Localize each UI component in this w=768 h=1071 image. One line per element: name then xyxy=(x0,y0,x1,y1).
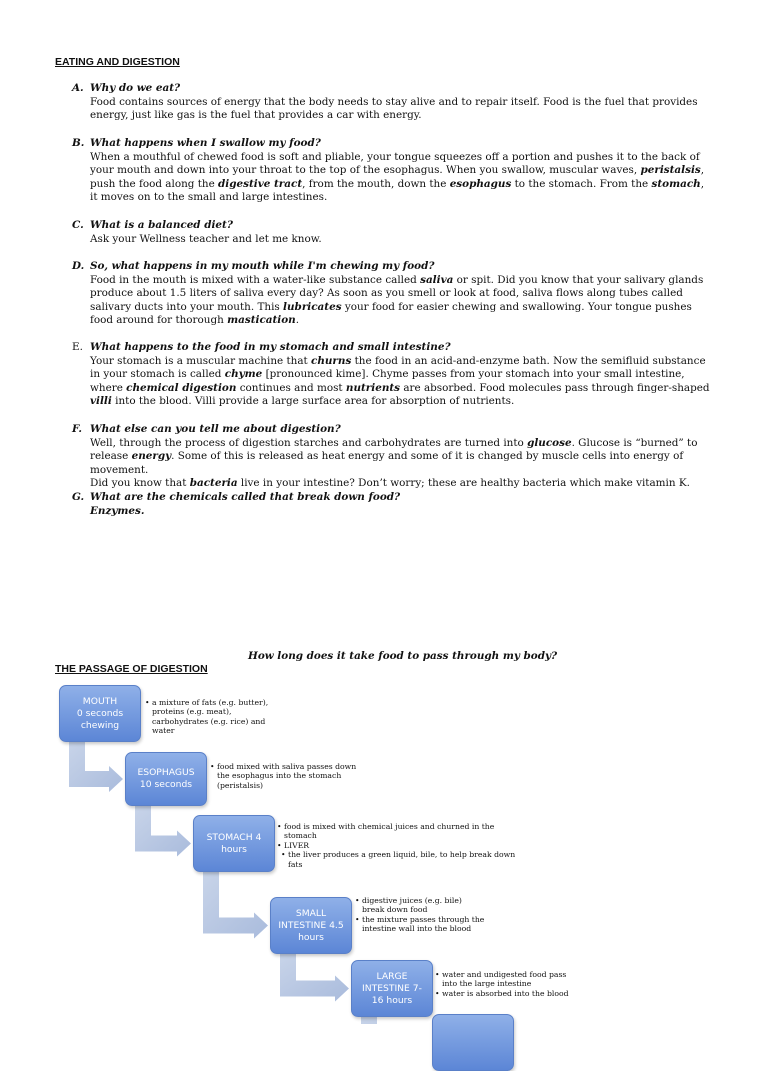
key-term: glucose xyxy=(527,436,572,449)
answer-text: , from the mouth, down the xyxy=(302,177,450,190)
answer-text: Did you know that xyxy=(90,477,190,490)
answer-text: . Glucose is “burned” to release xyxy=(90,436,698,463)
key-term: churns xyxy=(311,354,352,367)
answer: Enzymes. xyxy=(90,504,145,517)
key-term: esophagus xyxy=(449,177,512,190)
stage-box xyxy=(59,685,141,742)
answer-text: to the stomach. From the xyxy=(511,177,652,190)
question-text: What is a balanced diet? xyxy=(90,219,233,231)
question-letter: A. xyxy=(72,82,84,94)
answer-text: , it moves on to the small and large intestines. xyxy=(90,177,705,204)
question-letter: D. xyxy=(72,260,85,272)
flow-arrow xyxy=(203,872,268,939)
question-text: What are the chemicals called that break down food? xyxy=(90,491,401,503)
answer-text: live in your intestine? Don’t worry; these are healthy bacteria which make vitamin K. xyxy=(237,477,690,490)
stage-notes xyxy=(355,896,485,934)
flow-arrow xyxy=(361,1017,430,1024)
stage-label: 16 hours xyxy=(371,994,413,1006)
key-term: nutrients xyxy=(345,381,401,394)
stage-box xyxy=(351,960,433,1017)
stage-box xyxy=(193,815,275,872)
question-letter: B. xyxy=(72,137,85,149)
flow-arrow xyxy=(280,954,349,1002)
stage-label: chewing xyxy=(80,719,120,731)
stage-label: INTESTINE 7- xyxy=(362,982,422,994)
stage-label: INTESTINE 4.5 xyxy=(278,919,344,931)
answer-text: your food for easier chewing and swallowing. Your tongue pushes food around for thorough xyxy=(90,300,692,327)
answer-text: Well, through the process of digestion starches and carbohydrates are turned into xyxy=(90,436,528,449)
stage-label: ESOPHAGUS xyxy=(137,767,195,778)
flow-arrow xyxy=(69,742,123,792)
question-text: What happens when I swallow my food? xyxy=(90,137,321,149)
key-term: chemical digestion xyxy=(126,381,237,394)
note-item: • water is absorbed into the blood xyxy=(435,989,580,998)
stage-label: hours xyxy=(298,931,324,943)
key-term: peristalsis xyxy=(640,164,701,177)
answer-text: are absorbed. Food molecules pass through finger-shaped xyxy=(400,381,710,394)
answer-text: . xyxy=(295,314,300,327)
note-item: • the mixture passes through the intestine wall into the blood xyxy=(355,915,485,934)
stage-label: SMALL xyxy=(295,907,327,919)
answer-text: When a mouthful of chewed food is soft and pliable, your tongue squeezes off a portion and pushes it to the back of your mouth and down into your throat to the top of the esophagus. When you swallow, muscular waves, xyxy=(90,150,700,177)
answer-text: or spit. Did you know that your salivary glands produce about 1.5 liters of saliva every day? As soon as you smell or look at food, saliva flows along tubes called salivary ducts into your mouth. This xyxy=(90,273,704,313)
key-term: digestive tract xyxy=(218,177,303,190)
stage-label: 0 seconds xyxy=(76,707,124,719)
key-term: chyme xyxy=(224,368,263,381)
question-text: What else can you tell me about digestion? xyxy=(90,423,341,435)
note-item: • water and undigested food pass into the large intestine xyxy=(435,970,580,989)
answer-text: Food contains sources of energy that the body needs to stay alive and to repair itself. Food is the fuel that provides energy, just like gas is the fuel that provides a car with energy. xyxy=(90,95,698,122)
question-letter: C. xyxy=(72,219,84,231)
stage-box xyxy=(432,1014,514,1071)
flowchart-title: THE PASSAGE OF DIGESTION xyxy=(55,663,208,675)
key-term: stomach xyxy=(651,177,701,190)
stage-notes xyxy=(435,970,580,998)
stage-label: MOUTH xyxy=(82,695,118,707)
key-term: energy xyxy=(131,450,172,463)
answer-text: . Some of this is released as heat energy and some of it is changed by muscle cells into energy of movement. xyxy=(90,450,684,476)
key-term: saliva xyxy=(420,273,454,286)
question-text: So, what happens in my mouth while I'm chewing my food? xyxy=(90,260,435,272)
stage-label: LARGE xyxy=(376,970,408,982)
flowchart-heading: How long does it take food to pass through my body? xyxy=(248,650,558,662)
key-term: villi xyxy=(90,395,112,408)
stage-label: 10 seconds xyxy=(139,779,193,790)
question-letter: F. xyxy=(72,423,82,435)
key-term: mastication xyxy=(227,314,296,327)
question-text: What happens to the food in my stomach and small intestine? xyxy=(90,341,451,353)
answer-text: Food in the mouth is mixed with a water-like substance called xyxy=(90,273,421,286)
note-item: • the liver produces a green liquid, bile, to help break down fats xyxy=(277,850,522,869)
stage-notes xyxy=(210,762,365,790)
answer-text: into the blood. Villi provide a large surface area for absorption of nutrients. xyxy=(111,395,515,408)
stage-label: STOMACH 4 xyxy=(206,831,262,843)
page-title: EATING AND DIGESTION xyxy=(55,56,180,68)
question-letter: G. xyxy=(72,491,85,503)
note-item: • LIVER xyxy=(277,841,522,850)
stage-box xyxy=(125,752,207,806)
note-item: • food is mixed with chemical juices and churned in the stomach xyxy=(277,822,522,841)
answer-text: , push the food along the xyxy=(90,164,705,190)
answer-text: the food in an acid-and-enzyme bath. Now the semifluid substance in your stomach is called xyxy=(90,354,706,381)
flow-arrow xyxy=(135,806,191,857)
answer-text: Ask your Wellness teacher and let me know. xyxy=(90,232,322,245)
stage-label: hours xyxy=(221,843,247,855)
note-item: • a mixture of fats (e.g. butter), proteins (e.g. meat), carbohydrates (e.g. rice) and water xyxy=(145,698,285,736)
stage-notes xyxy=(145,698,285,736)
answer-text: Your stomach is a muscular machine that xyxy=(90,354,311,367)
note-item: • digestive juices (e.g. bile) break down food xyxy=(355,896,485,915)
question-text: Why do we eat? xyxy=(90,82,181,94)
note-item: • food mixed with saliva passes down the esophagus into the stomach (peristalsis) xyxy=(210,762,365,790)
answer-text: continues and most xyxy=(236,381,346,394)
answer-text: [pronounced kime]. Chyme passes from your stomach into your small intestine, where xyxy=(90,368,685,394)
key-term: lubricates xyxy=(283,300,342,313)
stage-notes xyxy=(277,822,522,869)
stage-box xyxy=(270,897,352,954)
key-term: bacteria xyxy=(189,477,238,490)
question-letter: E. xyxy=(72,341,83,353)
